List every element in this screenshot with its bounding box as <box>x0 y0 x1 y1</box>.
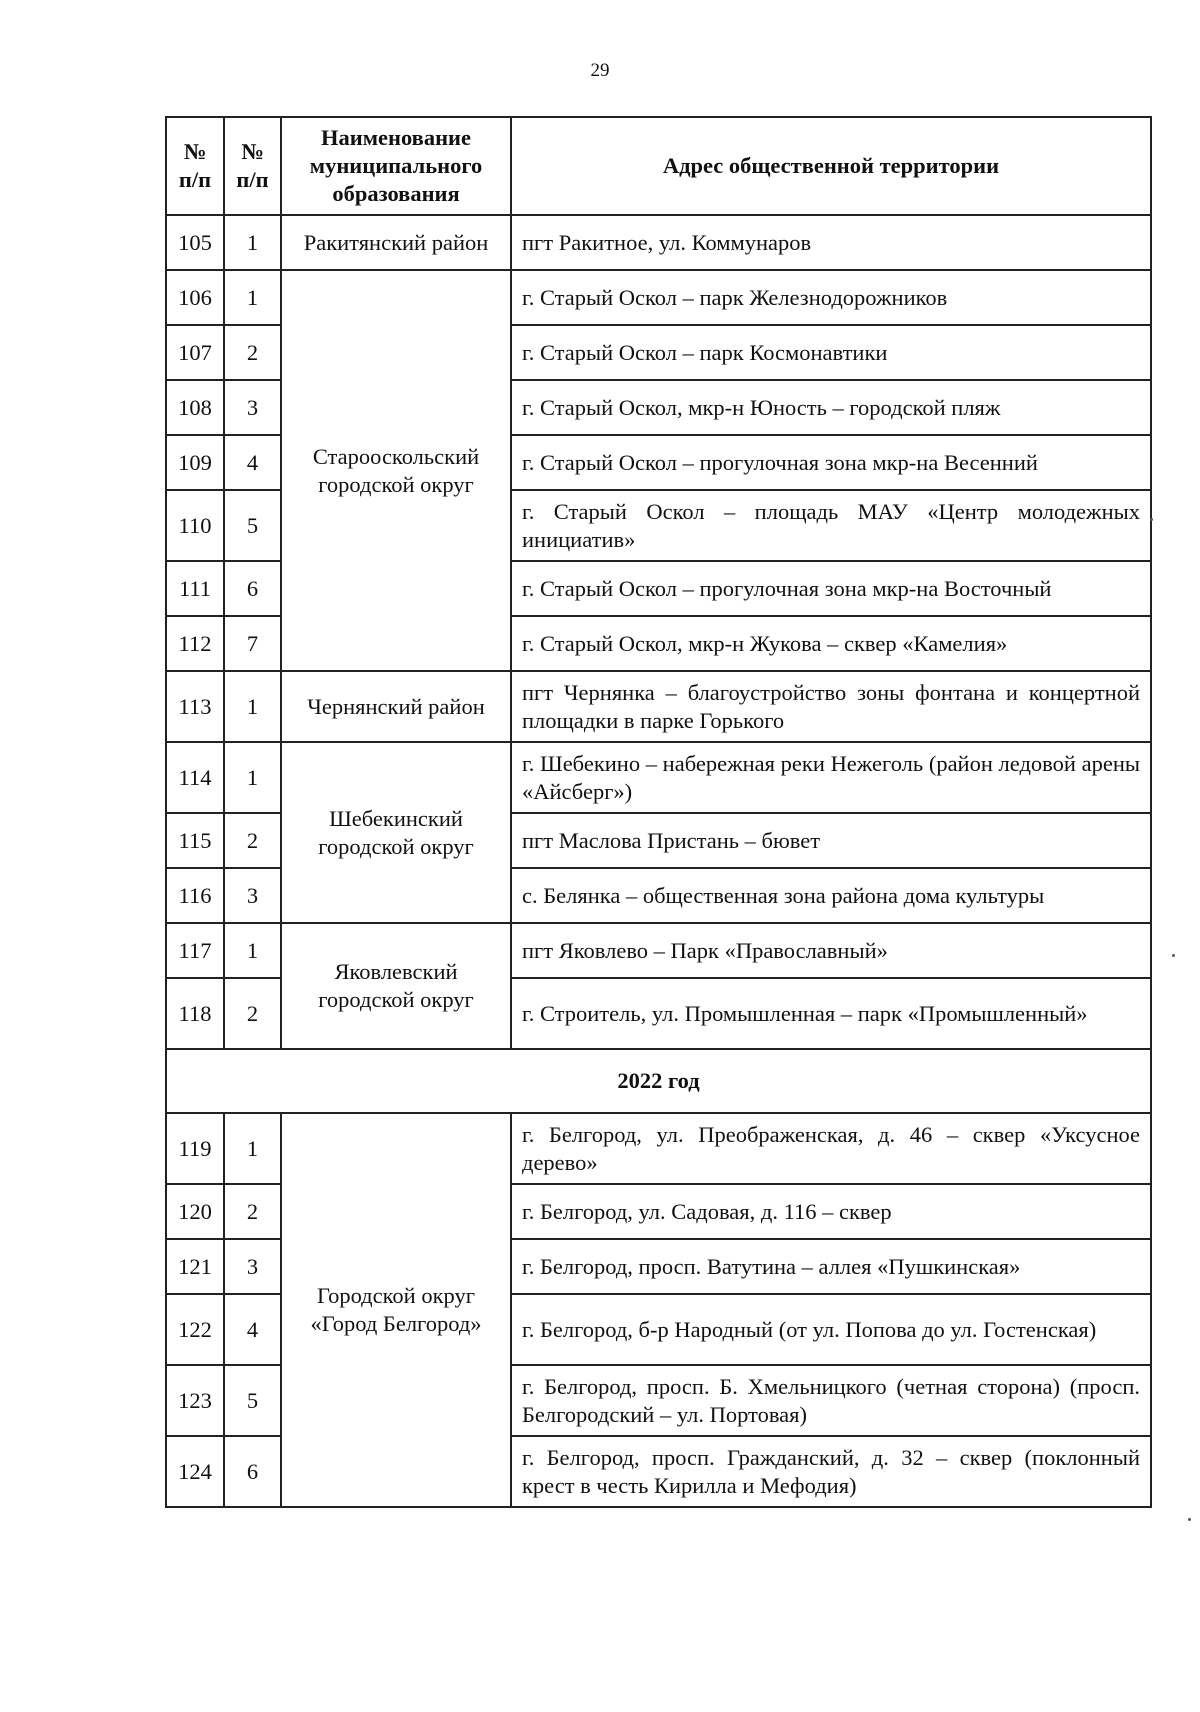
row-number: 108 <box>166 380 224 435</box>
table-row <box>166 270 1151 325</box>
row-sub-number: 1 <box>224 742 281 813</box>
row-number: 105 <box>166 215 224 270</box>
table-row <box>166 742 1151 813</box>
row-number: 109 <box>166 435 224 490</box>
address-cell: г. Старый Оскол, мкр-н Жукова – сквер «Камелия» <box>511 616 1151 671</box>
header-sub-number: № п/п <box>224 117 281 215</box>
header-address: Адрес общественной территории <box>511 117 1151 215</box>
header-municipality: Наименование муниципального образования <box>281 117 511 215</box>
address-cell: пгт Яковлево – Парк «Православный» <box>511 923 1151 978</box>
row-number: 116 <box>166 868 224 923</box>
address-cell: г. Белгород, просп. Ватутина – аллея «Пушкинская» <box>511 1239 1151 1294</box>
row-number: 120 <box>166 1184 224 1239</box>
address-cell: г. Старый Оскол – парк Железнодорожников <box>511 270 1151 325</box>
row-sub-number: 1 <box>224 923 281 978</box>
row-number: 119 <box>166 1113 224 1184</box>
row-number: 124 <box>166 1436 224 1507</box>
row-sub-number: 3 <box>224 868 281 923</box>
address-cell: г. Старый Оскол, мкр-н Юность – городской пляж <box>511 380 1151 435</box>
public-territories-table <box>165 116 1152 1508</box>
year-label: 2022 год <box>166 1049 1151 1113</box>
scan-artifact <box>1150 518 1153 521</box>
row-sub-number: 1 <box>224 1113 281 1184</box>
row-sub-number: 5 <box>224 490 281 561</box>
row-number: 110 <box>166 490 224 561</box>
scan-artifact <box>1172 954 1175 957</box>
table-row <box>166 671 1151 742</box>
address-cell: г. Шебекино – набережная реки Нежеголь (район ледовой арены «Айсберг») <box>511 742 1151 813</box>
municipality-cell: Городской округ «Город Белгород» <box>281 1113 511 1507</box>
year-separator-row <box>166 1049 1151 1113</box>
row-sub-number: 4 <box>224 435 281 490</box>
row-sub-number: 2 <box>224 978 281 1049</box>
address-cell: пгт Чернянка – благоустройство зоны фонтана и концертной площадки в парке Горького <box>511 671 1151 742</box>
municipality-cell: Чернянский район <box>281 671 511 742</box>
address-cell: г. Старый Оскол – прогулочная зона мкр-на Весенний <box>511 435 1151 490</box>
municipality-cell: Ракитянский район <box>281 215 511 270</box>
header-number: № п/п <box>166 117 224 215</box>
address-cell: г. Старый Оскол – прогулочная зона мкр-на Восточный <box>511 561 1151 616</box>
row-sub-number: 1 <box>224 215 281 270</box>
row-sub-number: 4 <box>224 1294 281 1365</box>
row-number: 121 <box>166 1239 224 1294</box>
row-sub-number: 2 <box>224 1184 281 1239</box>
address-cell: пгт Маслова Пристань – бювет <box>511 813 1151 868</box>
row-number: 107 <box>166 325 224 380</box>
row-number: 114 <box>166 742 224 813</box>
row-sub-number: 3 <box>224 380 281 435</box>
address-cell: г. Строитель, ул. Промышленная – парк «Промышленный» <box>511 978 1151 1049</box>
row-number: 118 <box>166 978 224 1049</box>
address-cell: г. Белгород, просп. Гражданский, д. 32 – сквер (поклонный крест в честь Кирилла и Мефодия) <box>511 1436 1151 1507</box>
address-cell: г. Белгород, ул. Преображенская, д. 46 – сквер «Уксусное дерево» <box>511 1113 1151 1184</box>
address-cell: г. Старый Оскол – парк Космонавтики <box>511 325 1151 380</box>
table-body-2021 <box>166 215 1151 1507</box>
row-number: 106 <box>166 270 224 325</box>
row-number: 123 <box>166 1365 224 1436</box>
row-number: 117 <box>166 923 224 978</box>
row-sub-number: 3 <box>224 1239 281 1294</box>
table-row <box>166 215 1151 270</box>
row-number: 111 <box>166 561 224 616</box>
municipality-cell: Старооскольский городской округ <box>281 270 511 671</box>
row-sub-number: 6 <box>224 1436 281 1507</box>
row-sub-number: 5 <box>224 1365 281 1436</box>
address-cell: пгт Ракитное, ул. Коммунаров <box>511 215 1151 270</box>
row-number: 112 <box>166 616 224 671</box>
row-number: 122 <box>166 1294 224 1365</box>
row-sub-number: 6 <box>224 561 281 616</box>
address-cell: г. Старый Оскол – площадь МАУ «Центр молодежных инициатив» <box>511 490 1151 561</box>
row-sub-number: 2 <box>224 325 281 380</box>
table-row <box>166 1113 1151 1184</box>
scan-artifact <box>1188 1518 1191 1521</box>
row-number: 113 <box>166 671 224 742</box>
row-sub-number: 1 <box>224 270 281 325</box>
row-number: 115 <box>166 813 224 868</box>
page-number: 29 <box>590 60 610 81</box>
address-cell: г. Белгород, ул. Садовая, д. 116 – сквер <box>511 1184 1151 1239</box>
row-sub-number: 1 <box>224 671 281 742</box>
row-sub-number: 7 <box>224 616 281 671</box>
table-row <box>166 923 1151 978</box>
address-cell: г. Белгород, б-р Народный (от ул. Попова до ул. Гостенская) <box>511 1294 1151 1365</box>
row-sub-number: 2 <box>224 813 281 868</box>
address-cell: г. Белгород, просп. Б. Хмельницкого (четная сторона) (просп. Белгородский – ул. Портовая) <box>511 1365 1151 1436</box>
municipality-cell: Шебекинский городской округ <box>281 742 511 923</box>
table-header-row <box>166 117 1151 215</box>
municipality-cell: Яковлевский городской округ <box>281 923 511 1049</box>
address-cell: с. Белянка – общественная зона района дома культуры <box>511 868 1151 923</box>
